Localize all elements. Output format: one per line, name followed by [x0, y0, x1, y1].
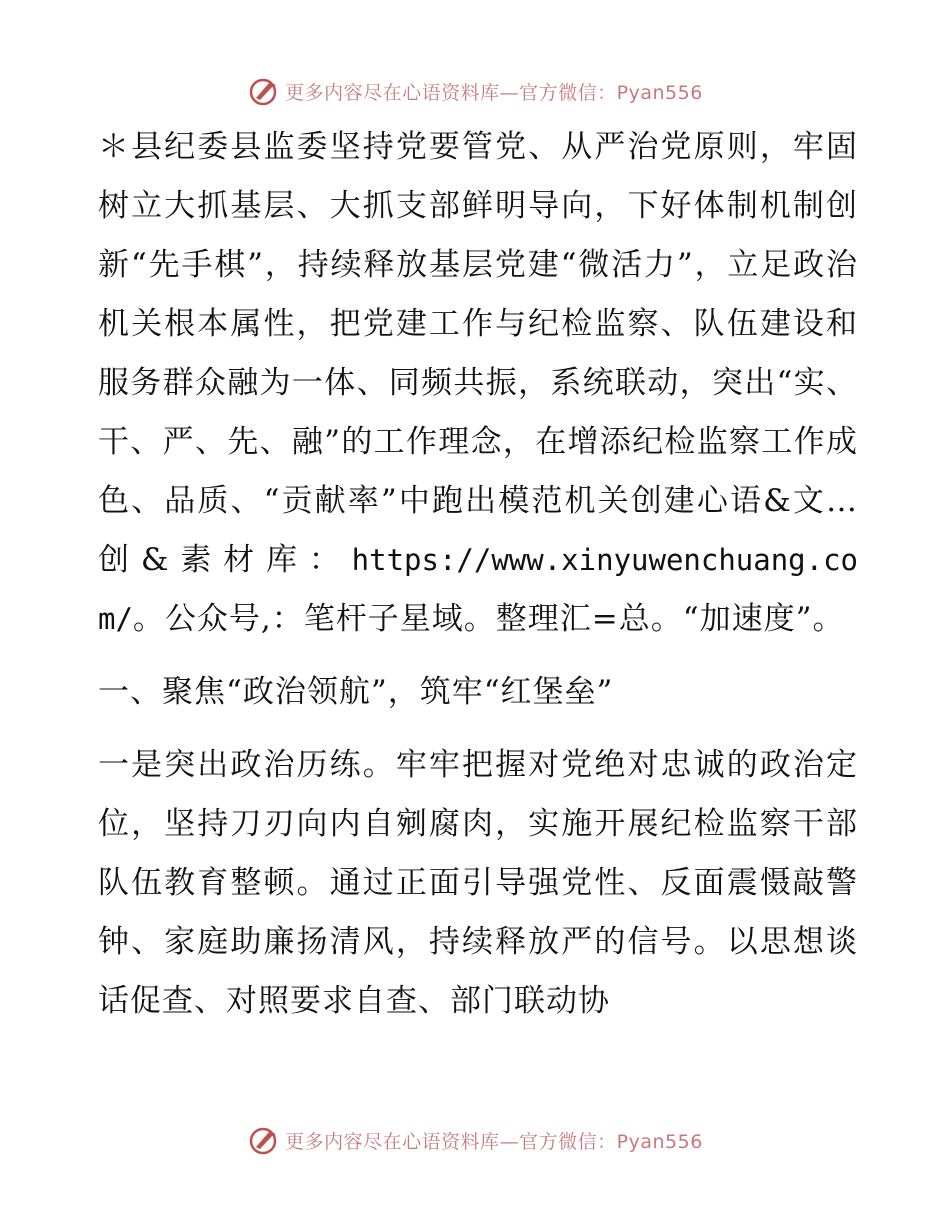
document-body — [98, 118, 858, 1031]
watermark-text: 更多内容尽在心语资料库—官方微信：Pyan556 — [285, 81, 703, 104]
document-link: https://www.xinyuwenchuang.com/ — [98, 543, 858, 636]
section-heading: 一、聚焦“政治领航”，筑牢“红堡垒” — [98, 674, 614, 710]
paragraph-intro: ＊县纪委县监委坚持党要管党、从严治党原则，牢固树立大抓基层、大抓支部鲜明导向，下好体制机制创新“先手棋”，持续释放基层党建“微活力”，立足政治机关根本属性，把党建工作与纪检监察、队伍建设和服务群众融为一体、同频共振，系统联动，突出“实、干、严、先、融”的工作理念，在增添纪检监察工作成色、品质、“贡献率”中跑出模范机关创建心语&文…创&素材库：https://www.xinyuwenchuang.com/。公众号,：笔杆子星域。整理汇=总。“加速度”。 — [98, 129, 858, 637]
watermark-text: 更多内容尽在心语资料库—官方微信：Pyan556 — [285, 1130, 703, 1153]
watermark-banner-top — [0, 71, 950, 111]
brush-logo-icon — [247, 1123, 281, 1157]
brush-logo-icon — [247, 74, 281, 108]
watermark-banner-bottom — [0, 1120, 950, 1160]
paragraph-political-training: 一是突出政治历练。牢牢把握对党绝对忠诚的政治定位，坚持刀刃向内自剜腐肉，实施开展纪检监察干部队伍教育整顿。通过正面引导强党性、反面震慑敲警钟、家庭助廉扬清风，持续释放严的信号。以思想谈话促查、对照要求自查、部门联动协 — [98, 747, 858, 1019]
